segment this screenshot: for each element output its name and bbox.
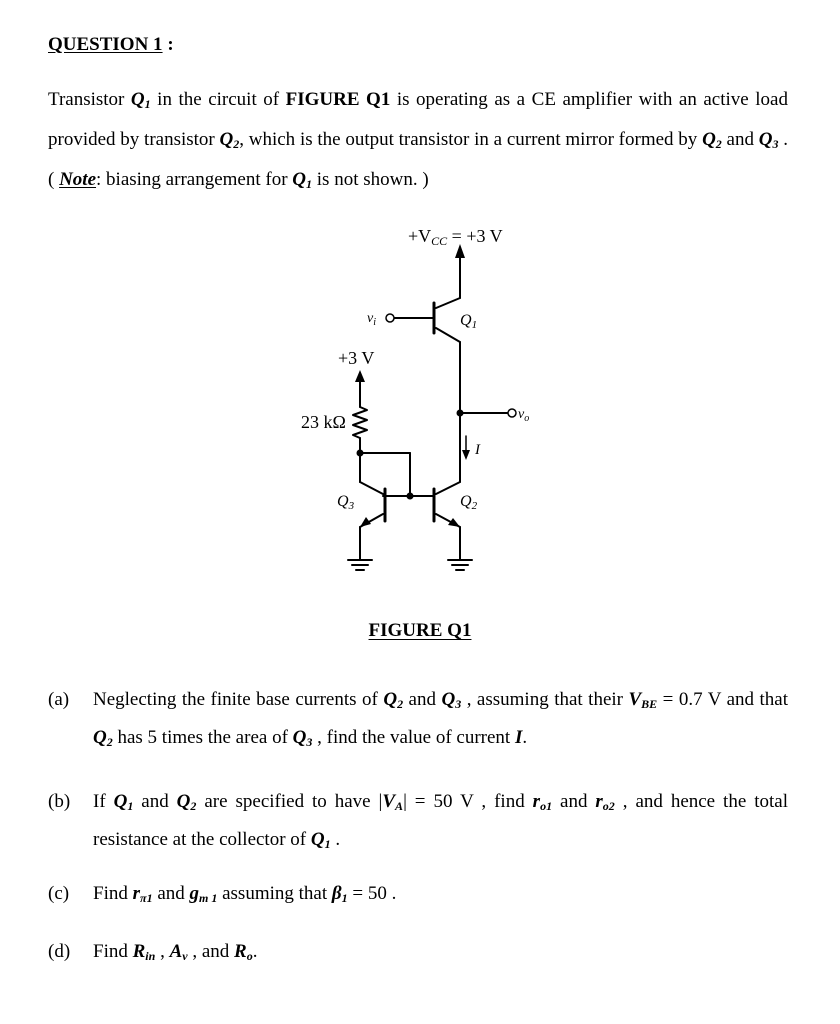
intro-text: Transistor xyxy=(48,89,131,110)
question-a-label: (a) xyxy=(48,689,70,710)
current-arrowhead xyxy=(462,450,470,460)
question-b-label: (b) xyxy=(48,791,71,812)
supply-label: +3 V xyxy=(338,348,375,368)
q2-emitter-arrow xyxy=(448,518,460,527)
question-d-text: Find $R_{in}$ , $A_v$ , and $R_o$. xyxy=(93,941,258,963)
q3-emitter-arrow xyxy=(360,517,371,527)
vo-label: $v_o$ xyxy=(518,407,530,424)
vi-terminal xyxy=(386,314,394,322)
figure-reference: FIGURE Q1 xyxy=(285,89,391,110)
question-d-label: (d) xyxy=(48,941,71,962)
question-c xyxy=(48,877,788,915)
question-d xyxy=(48,935,788,973)
output-node xyxy=(457,410,464,417)
base-node xyxy=(407,493,414,500)
q2-collector xyxy=(436,482,460,494)
current-label: I xyxy=(475,442,480,458)
q3-symbol: $Q_3$ xyxy=(758,129,779,151)
question-heading-colon: : xyxy=(167,34,174,55)
question-b xyxy=(48,785,788,861)
supply-arrow xyxy=(355,370,365,382)
q1-symbol: $Q_1$ xyxy=(130,89,151,111)
vcc-arrow xyxy=(455,244,465,258)
intro-text: . ( xyxy=(48,129,788,190)
question-a-text: Neglecting the finite base currents of $Q_2$ and $Q_3$ , assuming that their $V_{BE} = 0.7$ V and that $Q_2$ has 5 times the area of $Q_3$ , find the value of current I. xyxy=(93,689,789,749)
q3-collector-dot xyxy=(357,450,364,457)
q2-symbol: $Q_2$ xyxy=(702,129,722,151)
intro-text: is operating as a CE amplifier with an active load provided by transistor xyxy=(48,89,788,150)
vo-terminal xyxy=(508,409,516,417)
q1-symbol: $Q_1$ xyxy=(292,169,313,191)
resistor-23k xyxy=(353,407,367,438)
circuit-wires xyxy=(348,254,508,570)
q1-label: Q1 xyxy=(460,312,478,331)
note-label: Note xyxy=(59,169,97,190)
vi-label: $v_i$ xyxy=(367,311,376,328)
q2-label: Q2 xyxy=(460,493,478,512)
resistor-label: 23 kΩ xyxy=(301,412,346,432)
intro-text: and xyxy=(721,129,759,150)
figure-caption: FIGURE Q1 xyxy=(368,620,472,641)
q3-label: Q3 xyxy=(337,493,355,512)
question-c-text: Find $r_{\pi 1}$ and $g_{m 1}$ assuming that $\beta_1 = 50$ . xyxy=(93,883,397,905)
question-b-text: If $Q_1$ and $Q_2$ are specified to have $|V_A| = 50$ V , find $r_{o1}$ and $r_{o2}$ , and hence the total resistance at the collector of $Q_1$ . xyxy=(93,791,788,851)
q1-collector xyxy=(436,298,460,308)
intro-text: , which is the output transistor in a current mirror formed by xyxy=(239,129,703,150)
question-c-label: (c) xyxy=(48,883,70,904)
intro-text: in the circuit of xyxy=(150,89,286,110)
vcc-label: +VCC = +3 V xyxy=(408,226,503,248)
question-a xyxy=(48,683,788,759)
question-heading-label: QUESTION 1 xyxy=(48,34,163,55)
q3-collector xyxy=(360,482,383,494)
intro-text: is not shown. ) xyxy=(312,169,429,190)
intro-text: : biasing arrangement for xyxy=(96,169,293,190)
q1-emitter xyxy=(436,328,460,342)
q2-symbol: $Q_2$ xyxy=(219,129,240,151)
